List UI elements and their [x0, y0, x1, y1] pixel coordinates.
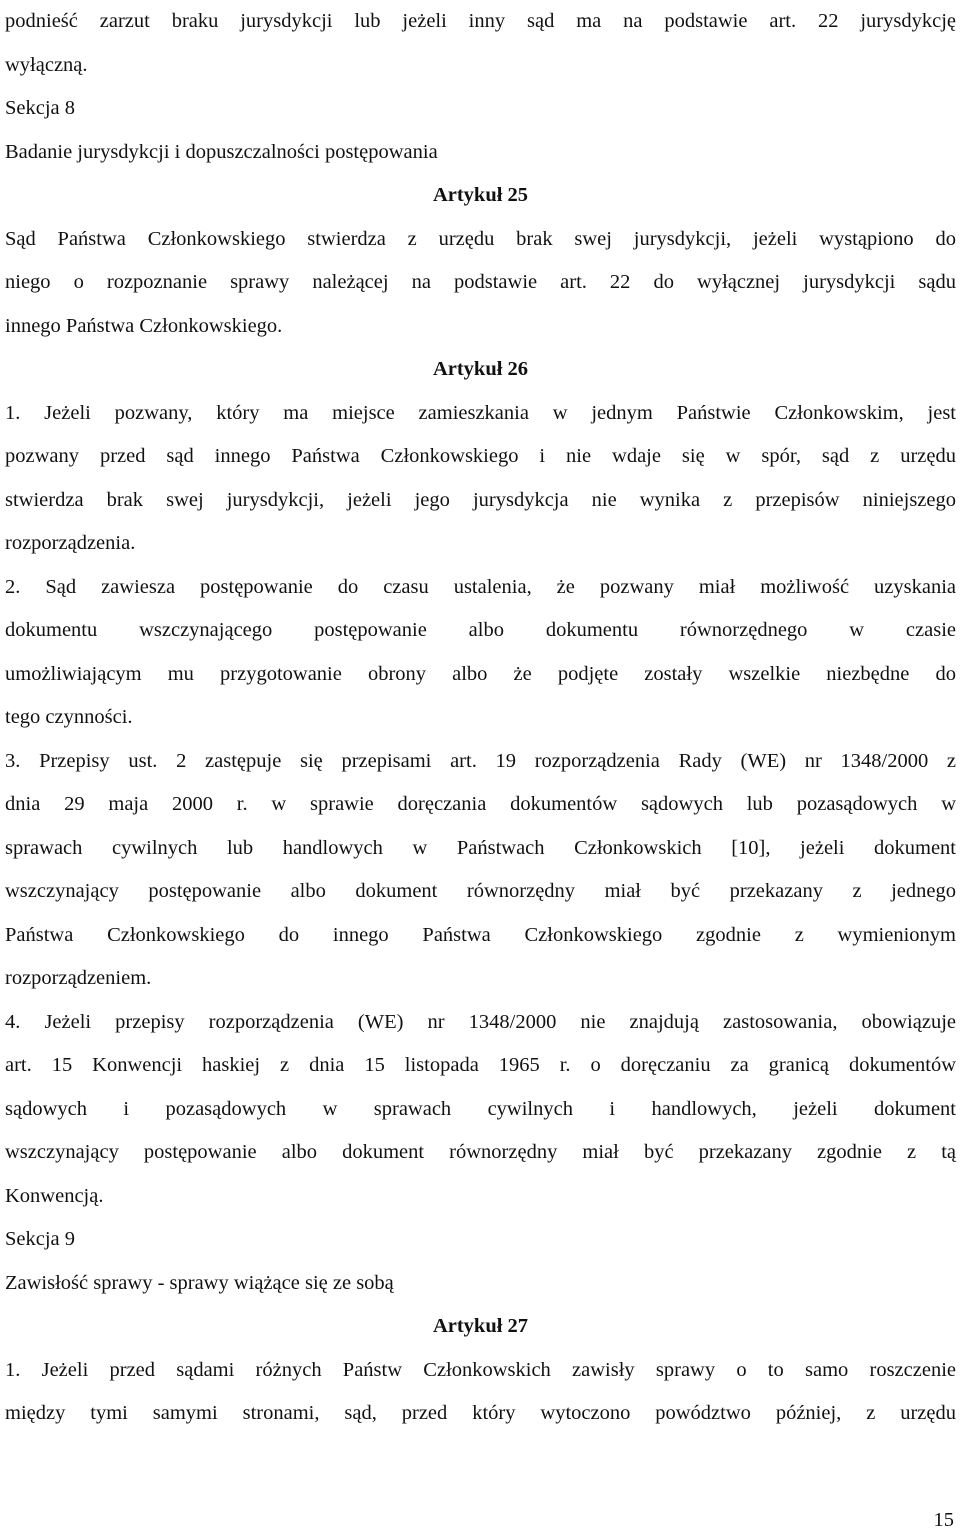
text-line: sprawach cywilnych lub handlowych w Państwach Członkowskich [10], jeżeli dokument — [5, 836, 956, 859]
text-line: umożliwiającym mu przygotowanie obrony albo że podjęte zostały wszelkie niezbędne do — [5, 662, 956, 685]
article-26-paragraph-4 — [5, 1001, 956, 1219]
text-line: stwierdza brak swej jurysdykcji, jeżeli jego jurysdykcja nie wynika z przepisów niniejszego — [5, 488, 956, 511]
article-26-paragraph-2 — [5, 566, 956, 740]
article-26-heading: Artykuł 26 — [432, 358, 529, 380]
text-line: niego o rozpoznanie sprawy należącej na podstawie art. 22 do wyłącznej jurysdykcji sądu — [5, 271, 956, 293]
text-line: podnieść zarzut braku jurysdykcji lub jeżeli inny sąd ma na podstawie art. 22 jurysdykcję — [5, 10, 956, 32]
text-line: wyłączną. — [5, 53, 88, 76]
article-26-paragraph-1 — [5, 392, 956, 566]
text-line: tego czynności. — [5, 706, 133, 728]
section-9-title: Zawisłość sprawy - sprawy wiążące się ze sobą — [5, 1271, 394, 1294]
text-line: 1. Jeżeli pozwany, który ma miejsce zamieszkania w jednym Państwie Członkowskim, jest — [5, 401, 956, 424]
text-line: dokumentu wszczynającego postępowanie albo dokumentu równorzędnego w czasie — [5, 619, 956, 641]
text-line: rozporządzeniem. — [5, 967, 152, 989]
page-number: 15 — [933, 1509, 954, 1531]
text-line: Państwa Członkowskiego do innego Państwa Członkowskiego zgodnie z wymienionym — [5, 923, 956, 946]
text-line: art. 15 Konwencji haskiej z dnia 15 listopada 1965 r. o doręczaniu za granicą dokumentów — [5, 1054, 956, 1076]
text-line: pozwany przed sąd innego Państwa Członkowskiego i nie wdaje się w spór, sąd z urzędu — [5, 445, 956, 467]
section-8-label: Sekcja 8 — [5, 97, 76, 119]
text-line: między tymi samymi stronami, sąd, przed który wytoczono powództwo później, z urzędu — [5, 1402, 956, 1424]
text-line: 2. Sąd zawiesza postępowanie do czasu ustalenia, że pozwany miał możliwość uzyskania — [5, 575, 956, 598]
article-25-text — [5, 218, 956, 349]
text-line: rozporządzenia. — [5, 532, 136, 554]
article-27-heading: Artykuł 27 — [432, 1315, 529, 1337]
article-27-paragraph-1 — [5, 1349, 956, 1436]
text-line: innego Państwa Członkowskiego. — [5, 314, 283, 337]
text-line: Konwencją. — [5, 1184, 104, 1207]
article-26-paragraph-3 — [5, 740, 956, 1001]
document-page — [5, 0, 956, 1436]
section-8-title: Badanie jurysdykcji i dopuszczalności postępowania — [5, 140, 438, 163]
section-9-label: Sekcja 9 — [5, 1228, 76, 1250]
text-line: dnia 29 maja 2000 r. w sprawie doręczania dokumentów sądowych lub pozasądowych w — [5, 793, 956, 815]
article-25-heading: Artykuł 25 — [432, 184, 529, 206]
text-line: sądowych i pozasądowych w sprawach cywilnych i handlowych, jeżeli dokument — [5, 1097, 956, 1120]
text-line: wszczynający postępowanie albo dokument równorzędny miał być przekazany zgodnie z tą — [5, 1141, 956, 1163]
paragraph-art24-end — [5, 0, 956, 87]
text-line: 3. Przepisy ust. 2 zastępuje się przepisami art. 19 rozporządzenia Rady (WE) nr 1348/2000 z — [5, 749, 956, 772]
text-line: wszczynający postępowanie albo dokument równorzędny miał być przekazany z jednego — [5, 880, 956, 902]
text-line: Sąd Państwa Członkowskiego stwierdza z urzędu brak swej jurysdykcji, jeżeli wystąpiono do — [5, 227, 956, 250]
text-line: 1. Jeżeli przed sądami różnych Państw Członkowskich zawisły sprawy o to samo roszczenie — [5, 1358, 956, 1381]
text-line: 4. Jeżeli przepisy rozporządzenia (WE) nr 1348/2000 nie znajdują zastosowania, obowiązuje — [5, 1010, 956, 1033]
